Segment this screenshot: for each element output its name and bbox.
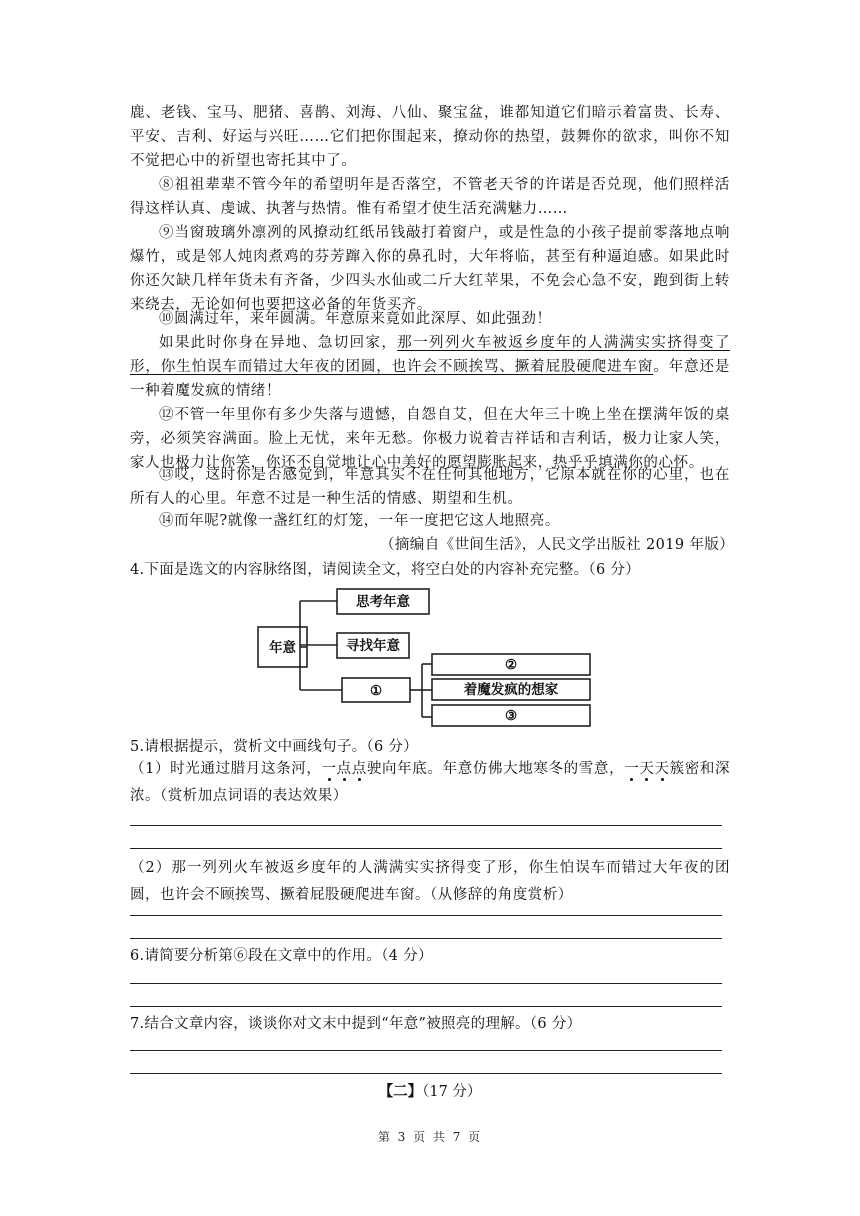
diagram-root-box [258, 627, 307, 667]
question-5-part-1: （1）时光通过腊月这条河，一点点驶向年底。年意仿佛大地寒冬的雪意，一天天簇密和深浓。（赏析加点词语的表达效果） [130, 761, 731, 804]
answer-line[interactable] [130, 848, 722, 849]
answer-line[interactable] [130, 825, 722, 826]
passage-paragraph-11 [130, 331, 730, 403]
passage-paragraph-top: 鹿、老钱、宝马、肥猪、喜鹊、刘海、八仙、聚宝盆，谁都知道它们暗示着富贵、长寿、平安、吉利、好运与兴旺……它们把你围起来，撩动你的热望，鼓舞你的欲求，叫你不知不觉把心中的祈望也寄托其中了。 [130, 105, 730, 169]
passage-source: （摘编自《世间生活》，人民文学出版社 2019 年版） [380, 537, 735, 553]
answer-line[interactable] [130, 1073, 722, 1074]
question-4-label: 4.下面是选文的内容脉络图，请阅读全文，将空白处的内容补充完整。（6 分） [130, 562, 641, 578]
diagram-branch-2-label: 寻找年意 [346, 638, 400, 654]
section-2-heading: 【二】（17 分） [378, 1083, 482, 1100]
diagram-branch-3-box [342, 678, 410, 702]
passage-paragraph-9: ⑨当窗玻璃外凛冽的风撩动红纸吊钱敲打着窗户，或是性急的小孩子提前零落地点响爆竹，或是邻人炖肉煮鸡的芬芳蹿入你的鼻孔时，大年将临，甚至有种逼迫感。如果此时你还欠缺几样年货未有齐备，少四头水仙或二斤大红苹果，不免会心急不安，跑到街上转来绕去，无论如何也要把这必备的年货买齐。 [130, 225, 730, 313]
diagram-branch-1-box [337, 589, 429, 614]
diagram-root-label: 年意 [269, 640, 296, 656]
answer-line[interactable] [130, 938, 722, 939]
diagram-sub-3-label: ③ [504, 708, 518, 724]
paragraph-11-start: 如果此时你身在异地、急切回家， [159, 335, 398, 351]
dotted-words-2: 一天天 [624, 761, 670, 777]
passage-paragraph-12: ⑫不管一年里你有多少失落与遗憾，自怨自艾，但在大年三十晚上坐在摆满年饭的桌旁，必须笑容满面。脸上无忧，来年无愁。你极力说着吉祥话和吉利话，极力让家人笑，家人也极力让你笑，你还不自觉地让心中美好的愿望膨胀起来，热乎乎填满你的心怀。 [130, 407, 730, 471]
passage-paragraph-10: ⑩圆满过年，来年圆满。年意原来竟如此深厚、如此强劲！ [159, 311, 552, 327]
diagram-branch-2-box [337, 633, 409, 658]
answer-line[interactable] [130, 1050, 722, 1051]
question-7-label: 7.结合文章内容，谈谈你对文末中提到“年意”被照亮的理解。（6 分） [130, 1016, 582, 1032]
passage-paragraph-14: ⑭而年呢?就像一盏红红的灯笼，一年一度把它这人地照亮。 [159, 513, 560, 529]
diagram-sub-3-box [432, 705, 590, 726]
question-5-part-2: （2）那一列列火车被返乡度年的人满满实实挤得变了形，你生怕误车而错过大年夜的团圆，也许会不顾挨骂、撅着屁股硬爬进车窗。（从修辞的角度赏析） [130, 860, 730, 903]
diagram-branch-3-label: ① [369, 683, 383, 699]
page-number: 第 3 页 共 7 页 [377, 1130, 483, 1144]
question-5-label: 5.请根据提示，赏析文中画线句子。（6 分） [130, 739, 419, 755]
question-6-label: 6.请简要分析第⑥段在文章中的作用。（4 分） [130, 948, 433, 964]
diagram-sub-1-label: ② [504, 657, 518, 673]
diagram-branch-1-label: 思考年意 [356, 594, 410, 610]
paragraph-11-end: 。年意还是一种着魔发疯的情绪！ [130, 359, 730, 399]
answer-line[interactable] [130, 983, 722, 984]
answer-line[interactable] [130, 1006, 722, 1007]
passage-paragraph-8: ⑧祖祖辈辈不管今年的希望明年是否落空，不管老天爷的许诺是否兑现，他们照样活得这样认真、虔诚、执著与热情。惟有希望才使生活充满魅力…… [130, 177, 730, 217]
diagram-sub-2-box [432, 679, 590, 700]
diagram-sub-2-label: 着魔发疯的想家 [463, 682, 559, 698]
passage-paragraph-13: ⑬哎，这时你是否感觉到，年意其实不在任何其他地方，它原本就在你的心里，也在所有人的心里。年意不过是一种生活的情感、期望和生机。 [130, 467, 730, 507]
dotted-words-1: 一点点 [321, 761, 367, 777]
diagram-sub-1-box [432, 654, 590, 675]
answer-line[interactable] [130, 915, 722, 916]
underlined-sentence: 那一列列火车被返乡度年的人满满实实挤得变了形，你生怕误车而错过大年夜的团圆，也许会不顾挨骂、撅着屁股硬爬进车窗 [130, 335, 730, 375]
